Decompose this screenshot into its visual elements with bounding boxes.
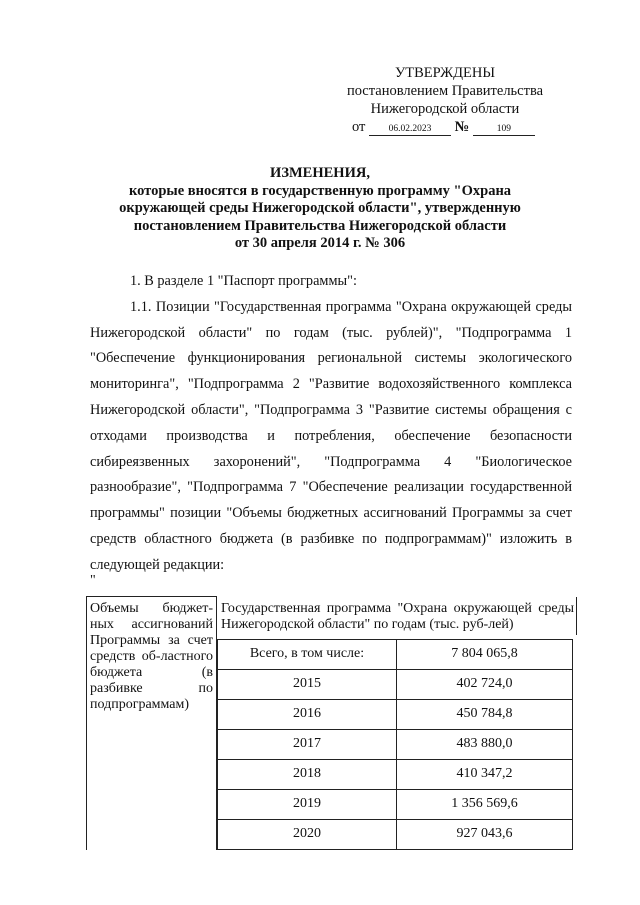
table-row — [218, 699, 573, 729]
date-value: 06.02.2023 — [369, 123, 451, 136]
approval-date-row — [340, 118, 550, 136]
row-value: 7 804 065,8 — [397, 639, 573, 669]
row-value: 927 043,6 — [397, 819, 573, 849]
approval-heading: УТВЕРЖДЕНЫ — [394, 65, 496, 81]
funding-by-year-table — [217, 639, 573, 850]
title-line-5: от 30 апреля 2014 г. № 306 — [234, 235, 406, 251]
row-value: 402 724,0 — [397, 669, 573, 699]
opening-quote: " — [90, 573, 96, 588]
table-row — [218, 639, 573, 669]
row-value: 1 356 569,6 — [397, 789, 573, 819]
approval-block — [340, 64, 550, 136]
title-line-2: которые вносятся в государственную программу "Охрана — [128, 182, 512, 199]
title-line-1: ИЗМЕНЕНИЯ, — [270, 165, 370, 181]
row-label: 2017 — [218, 729, 397, 759]
funding-cell — [217, 597, 578, 850]
row-value: 410 347,2 — [397, 759, 573, 789]
body-text — [90, 269, 572, 579]
table-row — [218, 819, 573, 849]
table-row — [218, 789, 573, 819]
funding-header: Государственная программа "Охрана окружающей среды Нижегородской области" по годам (тыс. руб-лей) — [217, 597, 577, 635]
row-value: 483 880,0 — [397, 729, 573, 759]
table-row — [218, 669, 573, 699]
table-row — [218, 759, 573, 789]
title-line-3: окружающей среды Нижегородской области", утвержденную — [119, 200, 521, 216]
document-title — [90, 165, 550, 253]
title-line-4: постановлением Правительства Нижегородской области — [133, 217, 507, 234]
paragraph-1: 1. В разделе 1 "Паспорт программы": — [130, 273, 357, 289]
row-label: 2019 — [218, 789, 397, 819]
row-label: 2015 — [218, 669, 397, 699]
row-label: 2016 — [218, 699, 397, 729]
approval-line-2: Нижегородской области — [370, 101, 520, 117]
position-label-cell: Объемы бюджет-ных ассигнований Программы за счет средств об-ластного бюджета (в разбивке по подпрограммам) — [87, 597, 217, 850]
row-label: 2018 — [218, 759, 397, 789]
table-row — [218, 729, 573, 759]
budget-table — [86, 596, 577, 850]
row-label: 2020 — [218, 819, 397, 849]
paragraph-1-1: 1.1. Позиции "Государственная программа "Охрана окружающей среды Нижегородской области" по годам (тыс. рублей)", "Подпрограмма 1 "Обеспечение функционирования региональной системы экологического мониторинга", "Подпрограмма 2 "Развитие водохозяйственного комплекса Нижегородской области", "Подпрограмма 3 "Развитие системы обращения с отходами производства и потребления, обеспечение безопасности сибиреязвенных захоронений", "Подпрограмма 4 "Биологическое разнообразие", "Подпрограмма 7 "Обеспечение реализации государственной программы" позиции "Объемы бюджетных ассигнований Программы за счет средств областного бюджета (в разбивке по подпрограммам)" изложить в следующей редакции: — [90, 298, 572, 573]
row-label: Всего, в том числе: — [218, 639, 397, 669]
number-value: 109 — [473, 123, 535, 136]
row-value: 450 784,8 — [397, 699, 573, 729]
number-prefix: № — [454, 119, 470, 135]
date-prefix: от — [352, 119, 366, 135]
approval-line-1: постановлением Правительства — [346, 83, 544, 99]
